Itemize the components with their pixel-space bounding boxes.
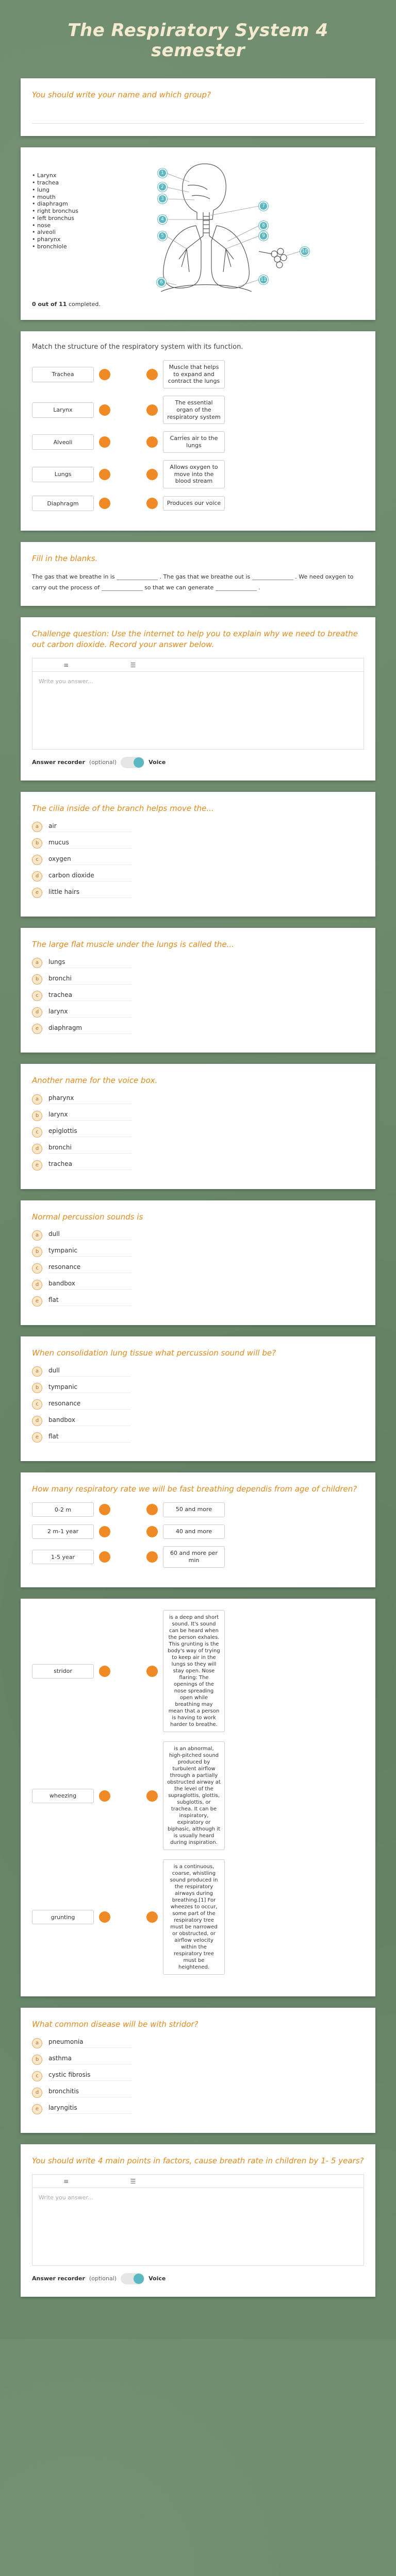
question-match (21, 331, 375, 531)
option-text: dull (48, 1367, 131, 1377)
option-text: flat (48, 1296, 131, 1306)
editor-toolbar (32, 658, 364, 672)
match-row (32, 431, 364, 453)
option-letter: e (32, 1160, 42, 1171)
option-text: larynx (48, 1008, 131, 1018)
option-letter: d (32, 1416, 42, 1426)
answer-option[interactable] (32, 1007, 364, 1018)
answer-textarea[interactable]: Write you answer... (39, 2194, 93, 2201)
match-connector-right[interactable] (146, 1790, 158, 1802)
answer-option[interactable] (32, 1230, 364, 1241)
option-letter: b (32, 2055, 42, 2065)
match-row (32, 1546, 364, 1568)
option-letter: b (32, 838, 42, 849)
match-term: Diaphragm (32, 496, 94, 511)
option-letter: d (32, 871, 42, 882)
option-letter: a (32, 1094, 42, 1105)
voice-toggle[interactable] (121, 2273, 144, 2284)
match-definition: Allows oxygen to move into the blood stream (163, 460, 225, 488)
drop-zone-7[interactable]: 7 (259, 201, 268, 211)
option-letter: a (32, 2038, 42, 2048)
respiratory-diagram (104, 159, 346, 298)
label-chip[interactable]: • lung (32, 187, 94, 194)
question-title: When consolidation lung tissue what percussion sound will be? (32, 1348, 276, 1358)
answer-option[interactable] (32, 974, 364, 985)
answer-option[interactable] (32, 1399, 364, 1410)
option-text: pharynx (48, 1094, 131, 1104)
match-connector-right[interactable] (146, 1551, 158, 1563)
option-text: dull (48, 1230, 131, 1240)
label-chip[interactable]: • trachea (32, 179, 94, 187)
match-connector-left[interactable] (99, 1666, 110, 1677)
match-row (32, 1524, 364, 1539)
question-title: The cilia inside of the branch helps move the... (32, 803, 214, 813)
option-letter: e (32, 2104, 42, 2114)
match-term: wheezing (32, 1789, 94, 1803)
question-title: You should write 4 main points in factors, cause breath rate in children by 1- 5 years? (32, 2156, 364, 2165)
question-final (21, 2144, 375, 2297)
answer-option[interactable] (32, 1024, 364, 1034)
match-connector-left[interactable] (99, 436, 110, 448)
match-connector-right[interactable] (146, 404, 158, 416)
answer-option[interactable] (32, 1160, 364, 1171)
match-definition: is a continuous, coarse, whistling sound produced in the respiratory airways during breathing.[1] For wheezes to occur, some part of the respiratory tree must be narrowed or obstructed, or airflow velocity within the respiratory tree must be heightened. (163, 1859, 225, 1975)
match-row (32, 360, 364, 388)
question-muscle (21, 928, 375, 1053)
option-text: resonance (48, 1263, 131, 1273)
question-title: What common disease will be with stridor? (32, 2020, 199, 2029)
option-letter: e (32, 1296, 42, 1307)
question-challenge (21, 617, 375, 781)
match-row (32, 1859, 364, 1975)
label-chip[interactable]: • bronchiole (32, 243, 94, 250)
match-term: Lungs (32, 467, 94, 482)
label-chip[interactable]: • Larynx (32, 172, 94, 179)
align-icon[interactable]: ≡ (63, 2177, 69, 2185)
answer-option[interactable] (32, 822, 364, 832)
question-title: Match the structure of the respiratory system with its function. (32, 343, 243, 351)
match-connector-right[interactable] (146, 369, 158, 380)
drop-zone-8[interactable]: 8 (259, 221, 268, 230)
match-definition: Carries air to the lungs (163, 431, 225, 453)
option-text: mucus (48, 839, 131, 849)
answer-option[interactable] (32, 855, 364, 865)
answer-option[interactable] (32, 1094, 364, 1105)
answer-option[interactable] (32, 1144, 364, 1154)
list-icon[interactable]: ☰ (130, 661, 136, 669)
answer-option[interactable] (32, 958, 364, 968)
option-text: cystic fibrosis (48, 2071, 131, 2081)
match-definition: 50 and more (163, 1502, 225, 1517)
drop-zone-2[interactable]: 2 (158, 182, 167, 192)
option-text: asthma (48, 2055, 131, 2064)
question-diagram (21, 147, 375, 320)
answer-option[interactable] (32, 1432, 364, 1443)
question-rate (21, 1472, 375, 1587)
answer-option[interactable] (32, 1127, 364, 1138)
answer-option[interactable] (32, 1416, 364, 1426)
option-letter: a (32, 958, 42, 968)
match-connector-right[interactable] (146, 1526, 158, 1537)
answer-editor (32, 2174, 364, 2266)
answer-option[interactable] (32, 1111, 364, 1121)
option-text: carbon dioxide (48, 872, 131, 882)
answer-option[interactable] (32, 2104, 364, 2114)
match-definition: 60 and more per min (163, 1546, 225, 1568)
option-text: oxygen (48, 855, 131, 865)
question-disease (21, 2008, 375, 2132)
option-letter: c (32, 1399, 42, 1410)
drop-zone-10[interactable]: 10 (300, 247, 309, 256)
option-text: lungs (48, 958, 131, 968)
drop-zone-4[interactable]: 4 (158, 215, 167, 224)
match-definition: is an abnormal, high-pitched sound produced by turbulent airflow through a partially obstructed airway at the level of the supraglottis, glottis, subglottis, or trachea. It can be inspiratory, expiratory or biphasic, although it is usually heard during inspiration. (163, 1741, 225, 1850)
page-title: The Respiratory System 4 semester (68, 20, 328, 61)
fill-blank-text: The gas that we breathe in is . The gas that we breathe out is . We need oxygen to carry out the process of so that we can generate . (32, 573, 354, 591)
question-sounds (21, 1599, 375, 1996)
answer-option[interactable] (32, 2055, 364, 2065)
match-row (32, 1502, 364, 1517)
answer-option[interactable] (32, 1383, 364, 1393)
label-chip[interactable]: • left bronchus (32, 215, 94, 222)
option-letter: c (32, 1263, 42, 1274)
option-letter: c (32, 2071, 42, 2081)
respiratory-illustration (104, 159, 346, 298)
match-connector-left[interactable] (99, 404, 110, 416)
blank-input-1[interactable] (117, 574, 158, 580)
label-chip[interactable]: • alveoli (32, 229, 94, 236)
match-connector-left[interactable] (99, 369, 110, 380)
answer-option[interactable] (32, 2088, 364, 2098)
label-chip[interactable]: • right bronchus (32, 208, 94, 215)
option-letter: a (32, 1230, 42, 1241)
question-percussion (21, 1200, 375, 1325)
question-consolidation (21, 1336, 375, 1461)
option-letter: b (32, 1247, 42, 1257)
align-icon[interactable]: ≡ (63, 661, 69, 669)
option-text: bandbox (48, 1416, 131, 1426)
match-term: 0-2 m (32, 1502, 94, 1517)
option-letter: c (32, 855, 42, 865)
match-row (32, 1610, 364, 1732)
option-text: trachea (48, 1160, 131, 1170)
option-text: trachea (48, 991, 131, 1001)
option-letter: e (32, 888, 42, 898)
option-text: resonance (48, 1400, 131, 1410)
match-connector-right[interactable] (146, 436, 158, 448)
question-voice (21, 1064, 375, 1189)
match-connector-right[interactable] (146, 498, 158, 509)
drop-zone-3[interactable]: 3 (158, 194, 167, 204)
option-text: bronchi (48, 975, 131, 985)
voice-toggle[interactable] (121, 757, 144, 768)
match-term: Alveoli (32, 434, 94, 450)
match-definition: The essential organ of the respiratory system (163, 396, 225, 424)
answer-option[interactable] (32, 1366, 364, 1377)
option-letter: d (32, 1280, 42, 1290)
match-connector-left[interactable] (99, 1790, 110, 1802)
option-letter: c (32, 1127, 42, 1138)
match-row (32, 496, 364, 511)
list-icon[interactable]: ☰ (130, 2177, 136, 2185)
label-chip[interactable]: • diaphragm (32, 200, 94, 208)
option-letter: d (32, 1007, 42, 1018)
drop-zone-5[interactable]: 5 (158, 231, 167, 241)
option-text: diaphragm (48, 1024, 131, 1034)
option-text: larynx (48, 1111, 131, 1121)
answer-option[interactable] (32, 1296, 364, 1307)
option-text: epiglottis (48, 1127, 131, 1137)
match-connector-left[interactable] (99, 1911, 110, 1923)
option-letter: e (32, 1432, 42, 1443)
question-title: You should write your name and which group? (32, 90, 211, 100)
match-connector-right[interactable] (146, 469, 158, 480)
answer-option[interactable] (32, 1280, 364, 1290)
option-letter: a (32, 822, 42, 832)
option-text: bronchitis (48, 2088, 131, 2097)
question-name (21, 78, 375, 136)
answer-option[interactable] (32, 838, 364, 849)
answer-textarea[interactable]: Write you answer... (39, 677, 93, 685)
match-connector-right[interactable] (146, 1911, 158, 1923)
label-chip[interactable]: • pharynx (32, 236, 94, 243)
match-term: Trachea (32, 367, 94, 382)
option-letter: d (32, 1144, 42, 1154)
question-title: Another name for the voice box. (32, 1076, 158, 1086)
match-row (32, 396, 364, 424)
answer-option[interactable] (32, 2038, 364, 2048)
match-connector-left[interactable] (99, 1551, 110, 1563)
match-term: 2 m-1 year (32, 1524, 94, 1539)
editor-toolbar (32, 2175, 364, 2188)
option-letter: e (32, 1024, 42, 1034)
option-letter: c (32, 991, 42, 1001)
option-letter: a (32, 1366, 42, 1377)
answer-option[interactable] (32, 1247, 364, 1257)
question-fill (21, 542, 375, 606)
option-text: air (48, 822, 131, 832)
answer-editor (32, 658, 364, 750)
match-term: Larynx (32, 402, 94, 418)
match-connector-left[interactable] (99, 469, 110, 480)
option-text: tympanic (48, 1383, 131, 1393)
match-row (32, 1741, 364, 1850)
match-term: grunting (32, 1910, 94, 1924)
drop-zone-1[interactable]: 1 (158, 168, 167, 178)
answer-option[interactable] (32, 2071, 364, 2081)
answer-option[interactable] (32, 1263, 364, 1274)
blank-input-4[interactable] (216, 585, 257, 591)
match-definition: Produces our voice (163, 496, 225, 511)
match-connector-right[interactable] (146, 1504, 158, 1515)
option-text: laryngitis (48, 2104, 131, 2114)
answer-recorder: Answer recorder (optional) Voice (32, 757, 364, 768)
drop-zone-6[interactable]: 6 (157, 278, 166, 287)
option-text: tympanic (48, 1247, 131, 1257)
answer-option[interactable] (32, 888, 364, 898)
match-connector-right[interactable] (146, 1666, 158, 1677)
match-definition: 40 and more (163, 1524, 225, 1539)
option-letter: b (32, 974, 42, 985)
option-text: bronchi (48, 1144, 131, 1154)
name-input[interactable] (32, 108, 364, 124)
match-connector-left[interactable] (99, 1526, 110, 1537)
question-title: Fill in the blanks. (32, 554, 98, 564)
label-chip[interactable]: • mouth (32, 194, 94, 201)
completion-status: 0 out of 11 completed. (32, 301, 101, 308)
label-bank (32, 159, 94, 250)
match-term: 1-5 year (32, 1550, 94, 1564)
option-text: pneumonia (48, 2038, 131, 2048)
label-chip[interactable]: • nose (32, 222, 94, 229)
option-text: flat (48, 1433, 131, 1443)
answer-option[interactable] (32, 991, 364, 1001)
option-text: bandbox (48, 1280, 131, 1290)
match-connector-left[interactable] (99, 498, 110, 509)
question-title: Normal percussion sounds is (32, 1212, 143, 1222)
question-title: Challenge question: Use the internet to help you to explain why we need to breathe out carbon dioxide. Record your answer below. (32, 629, 358, 649)
match-connector-left[interactable] (99, 1504, 110, 1515)
option-letter: b (32, 1111, 42, 1121)
option-text: little hairs (48, 888, 131, 898)
option-letter: d (32, 2088, 42, 2098)
match-term: stridor (32, 1664, 94, 1679)
answer-option[interactable] (32, 871, 364, 882)
drop-zone-11[interactable]: 11 (259, 275, 268, 284)
question-cilia (21, 792, 375, 917)
match-row (32, 460, 364, 488)
match-definition: Muscle that helps to expand and contract the lungs (163, 360, 225, 388)
question-title: How many respiratory rate we will be fast breathing dependis from age of children? (32, 1484, 357, 1494)
option-letter: b (32, 1383, 42, 1393)
match-definition: is a deep and short sound. It's sound can be heard when the person exhales. This grunting is the body's way of trying to keep air in the lungs so they will stay open. Nose flaring: The openings of the nose spreading open while breathing may mean that a person is having to work harder to breathe. (163, 1610, 225, 1732)
question-title: The large flat muscle under the lungs is called the... (32, 940, 234, 950)
blank-input-2[interactable] (252, 574, 293, 580)
blank-input-3[interactable] (102, 585, 143, 591)
drop-zone-9[interactable]: 9 (259, 231, 268, 241)
answer-recorder: Answer recorder (optional) Voice (32, 2273, 364, 2284)
